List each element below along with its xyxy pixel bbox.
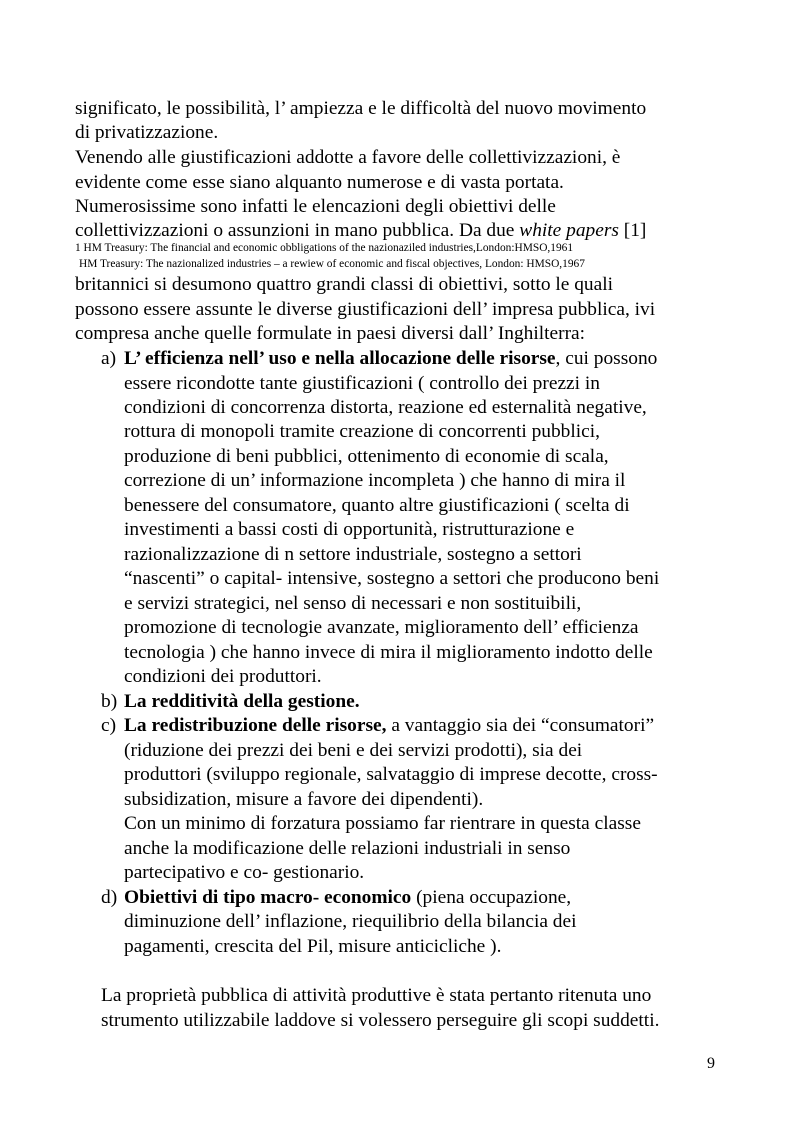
list-item-label: a) <box>101 348 117 369</box>
body-text-line: britannici si desumono quattro grandi classi di obiettivi, sotto le quali <box>75 274 614 295</box>
list-item-text: (piena occupazione, <box>411 887 572 908</box>
body-text-line: compresa anche quelle formulate in paesi diversi dall’ Inghilterra: <box>75 323 586 344</box>
list-item-line: condizioni di concorrenza distorta, reazione ed esternalità negative, <box>124 397 647 418</box>
list-item-line: produzione di beni pubblici, ottenimento di economie di scala, <box>124 446 609 467</box>
list-item-line: condizioni dei produttori. <box>124 666 322 687</box>
list-item-line <box>124 714 654 738</box>
body-text-line: di privatizzazione. <box>75 122 219 143</box>
body-text-line: significato, le possibilità, l’ ampiezza e le difficoltà del nuovo movimento <box>75 98 647 119</box>
list-item-label: c) <box>101 715 117 736</box>
list-item-line: tecnologia ) che hanno invece di mira il miglioramento indotto delle <box>124 642 653 663</box>
footnote-reference: [1] <box>623 220 647 241</box>
list-item-line: rottura di monopoli tramite creazione di concorrenti pubblici, <box>124 421 600 442</box>
list-item-heading: La redditività della gestione. <box>124 691 360 712</box>
italic-term: white papers <box>519 220 619 241</box>
list-item-heading: La redistribuzione delle risorse, <box>124 715 387 736</box>
page-number: 9 <box>707 1055 715 1072</box>
footnote-line: HM Treasury: The nazionalized industries – a rewiew of economic and fiscal objectives, London: HMSO,1967 <box>79 258 585 270</box>
list-item-line: investimenti a bassi costi di opportunità, ristrutturazione e <box>124 519 575 540</box>
list-item-heading: L’ efficienza nell’ uso e nella allocazione delle risorse <box>124 348 556 369</box>
list-item-text: a vantaggio sia dei “consumatori” <box>386 715 655 736</box>
body-text-line: evidente come esse siano alquanto numerose e di vasta portata. <box>75 172 564 193</box>
body-text-line: Numerosissime sono infatti le elencazioni degli obiettivi delle <box>75 196 556 217</box>
list-item-line: diminuzione dell’ inflazione, riequilibrio della bilancia dei <box>124 911 577 932</box>
body-text-line: possono essere assunte le diverse giustificazioni dell’ impresa pubblica, ivi <box>75 299 656 320</box>
list-item-line: partecipativo e co- gestionario. <box>124 862 365 883</box>
list-item-text: , cui possono <box>555 348 658 369</box>
list-item-line: essere ricondotte tante giustificazioni ( controllo dei prezzi in <box>124 373 600 394</box>
body-text-line: strumento utilizzabile laddove si volessero perseguire gli scopi suddetti. <box>101 1010 660 1031</box>
list-item-line: “nascenti” o capital- intensive, sostegno a settori che producono beni <box>124 568 660 589</box>
list-item-line: e servizi strategici, nel senso di necessari e non sostituibili, <box>124 593 582 614</box>
list-item-line: anche la modificazione delle relazioni industriali in senso <box>124 838 571 859</box>
list-item-line: (riduzione dei prezzi dei beni e dei servizi prodotti), sia dei <box>124 740 583 761</box>
list-item-line: subsidization, misure a favore dei dipendenti). <box>124 789 484 810</box>
body-text-line: La proprietà pubblica di attività produttive è stata pertanto ritenuta uno <box>101 985 652 1006</box>
list-item-heading: Obiettivi di tipo macro- economico <box>124 887 412 908</box>
list-item-line: benessere del consumatore, quanto altre giustificazioni ( scelta di <box>124 495 630 516</box>
footnote-line: 1 HM Treasury: The financial and economic obbligations of the nazionaziled industries,London:HMSO,1961 <box>75 242 574 254</box>
body-text-line <box>75 219 646 243</box>
list-item-line: produttori (sviluppo regionale, salvataggio di imprese decotte, cross- <box>124 764 658 785</box>
list-item-line <box>124 690 360 714</box>
list-item-line: promozione di tecnologie avanzate, miglioramento dell’ efficienza <box>124 617 639 638</box>
body-text-segment: collettivizzazioni o assunzioni in mano pubblica. Da due <box>75 220 515 241</box>
list-item-line <box>124 886 571 910</box>
list-item-line: Con un minimo di forzatura possiamo far rientrare in questa classe <box>124 813 641 834</box>
list-item-line: pagamenti, crescita del Pil, misure anticicliche ). <box>124 936 502 957</box>
body-text-line: Venendo alle giustificazioni addotte a favore delle collettivizzazioni, è <box>75 147 621 168</box>
list-item-line: razionalizzazione di n settore industriale, sostegno a settori <box>124 544 582 565</box>
list-item-label: d) <box>101 887 118 908</box>
list-item-line: correzione di un’ informazione incompleta ) che hanno di mira il <box>124 470 626 491</box>
list-item-label: b) <box>101 691 118 712</box>
list-item-line <box>124 347 657 371</box>
